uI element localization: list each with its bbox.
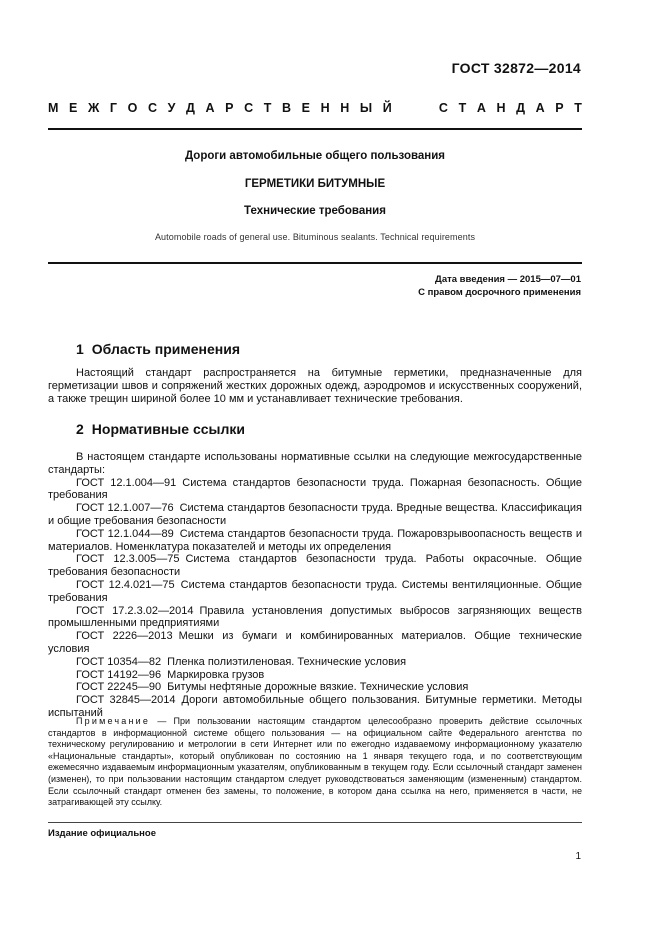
document-title-requirements: Технические требования <box>244 205 386 217</box>
banner-letter: Е <box>69 101 78 115</box>
edition-label: Издание официальное <box>48 828 156 839</box>
reference-list <box>48 477 582 720</box>
note-paragraph <box>48 716 582 809</box>
banner-letter: А <box>205 101 215 115</box>
scope-paragraph: Настоящий стандарт распространяется на битумные герметики, предназначенные для герметизации швов и сопряжений жестких дорожных одежд, аэродромов и искусственных сооружений, а также трещин шириной более 10 мм и устанавливает технические требования. <box>48 367 582 405</box>
banner-letter: М <box>48 101 59 115</box>
standard-type-banner <box>48 101 582 115</box>
reference-title: Система стандартов безопасности труда. Пожаровзрывоопасность веществ и материалов. Номенклатура показателей и методы их определения <box>48 527 582 553</box>
reference-item <box>48 630 582 656</box>
reference-code: ГОСТ 12.1.007—76 <box>76 502 174 515</box>
banner-letter: Р <box>225 101 234 115</box>
banner-letter: У <box>167 101 176 115</box>
reference-title: Битумы нефтяные дорожные вязкие. Технические условия <box>167 681 469 694</box>
reference-title: Правила установления допустимых выбросов загрязняющих веществ промышленными предприятиями <box>48 604 582 630</box>
section-2-heading <box>76 421 245 437</box>
reference-code: ГОСТ 12.4.021—75 <box>76 578 175 591</box>
section-number: 1 <box>76 341 84 357</box>
banner-gap <box>402 101 428 115</box>
reference-item <box>48 669 582 682</box>
reference-code: ГОСТ 12.3.005—75 <box>76 553 180 566</box>
document-number: ГОСТ 32872—2014 <box>451 60 581 76</box>
note-text: — При пользовании настоящим стандартом целесообразно проверить действие ссылочных стандартов в информационной системе общего пользования — на официальном сайте Федерального агентства по техническому регулированию и метрологии в сети Интернет или по ежегодно издаваемому информационному указателю «Национальные стандарты», который опубликован по состоянию на 1 января текущего года, и по соответствующим ежемесячно издаваемым информационным указателям, опубликованным в текущем году. Если ссылочный стандарт заменен (изменен), то при пользовании настоящим стандартом следует руководствоваться заменяющим (измененным) стандартом. Если ссылочный стандарт отменен без замены, то положение, в котором дана ссылка на него, применяется в части, не затрагивающей эту ссылку. <box>48 716 582 808</box>
banner-letter: Д <box>516 101 525 115</box>
reference-code: ГОСТ 17.2.3.02—2014 <box>76 604 194 617</box>
footer-divider <box>48 822 582 823</box>
reference-code: ГОСТ 10354—82 <box>76 655 162 668</box>
banner-letter: С <box>438 101 448 115</box>
reference-item <box>48 528 582 554</box>
reference-code: ГОСТ 12.1.044—89 <box>76 527 174 540</box>
banner-letter: Г <box>109 101 117 115</box>
introduction-date-block <box>418 273 581 299</box>
title-divider <box>48 262 582 264</box>
banner-letter: Й <box>382 101 392 115</box>
reference-code: ГОСТ 12.1.004—91 <box>76 476 177 489</box>
reference-code: ГОСТ 32845—2014 <box>76 694 176 707</box>
banner-letter: Н <box>340 101 350 115</box>
reference-code: ГОСТ 22245—90 <box>76 681 162 694</box>
english-title: Automobile roads of general use. Bituminous sealants. Technical requirements <box>154 232 476 242</box>
banner-letter: Д <box>185 101 195 115</box>
reference-item <box>48 553 582 579</box>
banner-letter: Ы <box>359 101 373 115</box>
reference-item <box>48 656 582 669</box>
banner-letter: Н <box>320 101 330 115</box>
banner-letter: В <box>281 101 292 115</box>
banner-letter: Н <box>496 101 506 115</box>
banner-letter: А <box>476 101 486 115</box>
reference-title: Пленка полиэтиленовая. Технические условия <box>167 655 407 668</box>
section-1-body <box>48 367 582 405</box>
banner-letter: Т <box>263 101 272 115</box>
note-label: Примечание <box>76 716 151 726</box>
document-subtitle: ГЕРМЕТИКИ БИТУМНЫЕ <box>244 178 386 190</box>
banner-letter: Ж <box>87 101 100 115</box>
document-title: Дороги автомобильные общего пользования <box>184 150 446 162</box>
page-number: 1 <box>575 851 581 862</box>
reference-item <box>48 579 582 605</box>
reference-code: ГОСТ 2226—2013 <box>76 630 173 643</box>
top-divider <box>48 128 582 130</box>
banner-letter: А <box>535 101 545 115</box>
reference-item <box>48 502 582 528</box>
reference-title: Система стандартов безопасности труда. Вредные вещества. Классификация и общие требования безопасности <box>48 502 582 527</box>
reference-title: Система стандартов безопасности труда. Работы окрасочные. Общие требования безопасности <box>48 553 582 579</box>
reference-title: Система стандартов безопасности труда. Пожарная безопасность. Общие требования <box>48 476 583 502</box>
reference-code: ГОСТ 14192—96 <box>76 668 162 681</box>
banner-letter: С <box>147 101 157 115</box>
reference-item <box>48 681 582 694</box>
section-number: 2 <box>76 421 84 437</box>
reference-item <box>48 477 582 503</box>
reference-title: Система стандартов безопасности труда. Системы вентиляционные. Общие требования <box>48 578 582 604</box>
banner-letter: Т <box>458 101 467 115</box>
early-application: С правом досрочного применения <box>418 287 581 298</box>
section-1-heading <box>76 341 240 357</box>
introduction-date: Дата введения — 2015—07—01 <box>435 274 581 285</box>
reference-title: Мешки из бумаги и комбинированных материалов. Общие технические условия <box>48 630 582 655</box>
banner-letter: Р <box>555 101 564 115</box>
reference-item <box>48 605 582 631</box>
reference-title: Маркировка грузов <box>167 668 265 681</box>
section-title: Нормативные ссылки <box>91 421 245 437</box>
reference-title: Дороги автомобильные общего пользования. Битумные герметики. Методы испытаний <box>48 694 583 719</box>
banner-letter: С <box>244 101 254 115</box>
section-2-body <box>48 451 582 720</box>
banner-letter: Е <box>301 101 310 115</box>
banner-letter: Т <box>574 101 582 115</box>
references-intro: В настоящем стандарте использованы нормативные ссылки на следующие межгосударственные стандарты: <box>48 451 582 476</box>
banner-letter: О <box>127 101 138 115</box>
section-title: Область применения <box>91 341 241 357</box>
